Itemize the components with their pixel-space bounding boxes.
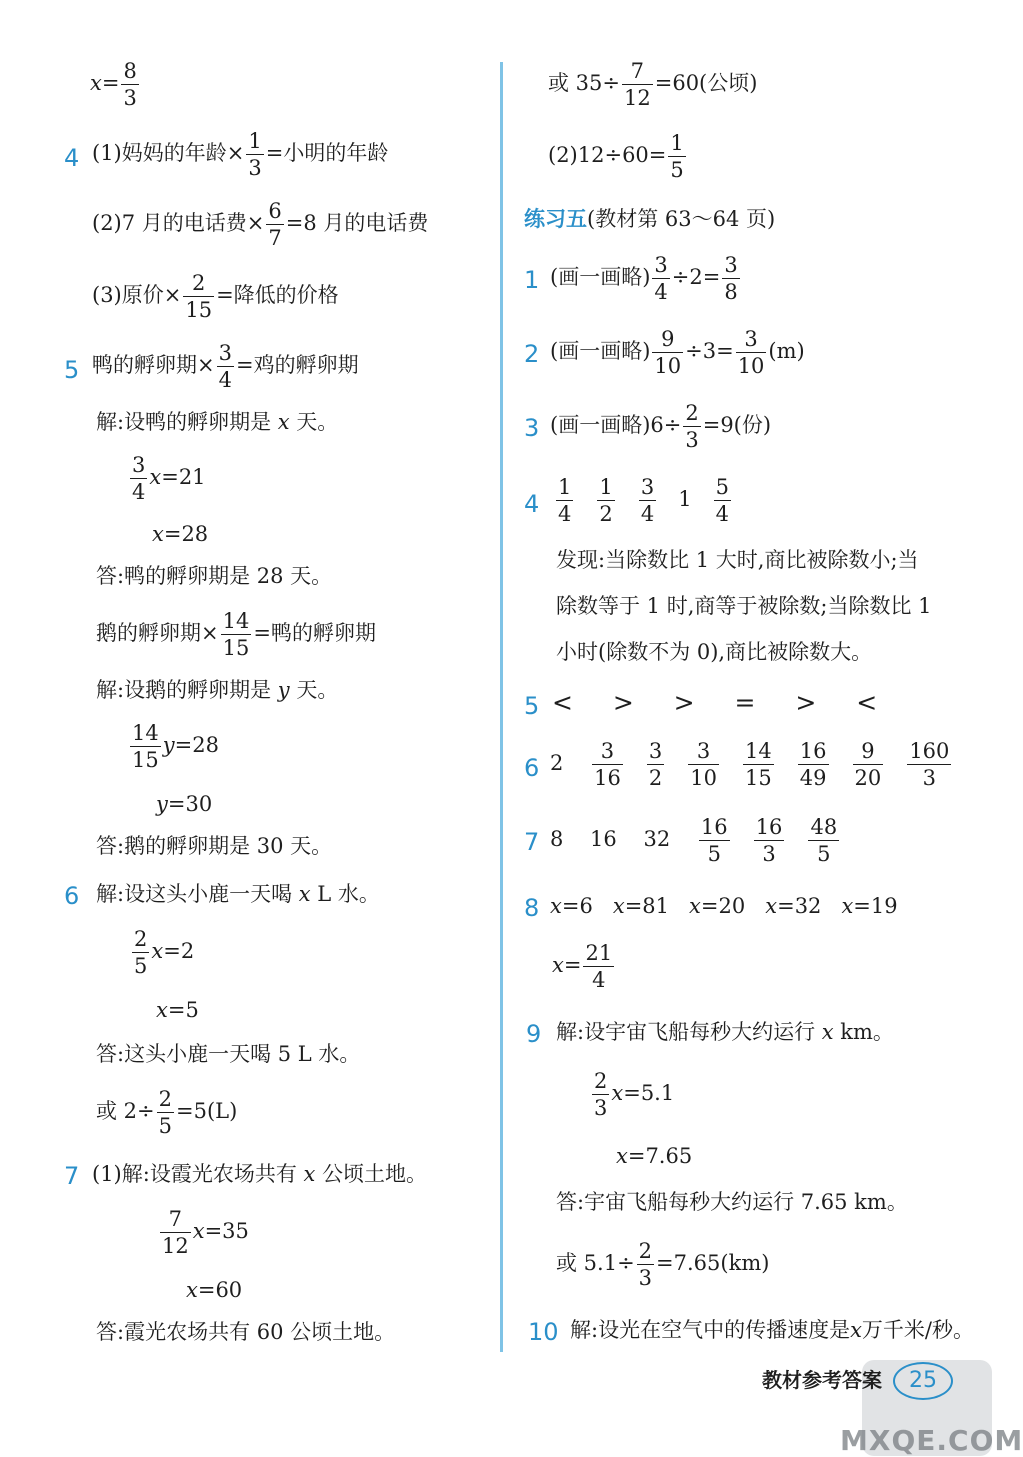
answer-line: 解:设宇宙飞船每秒大约运行 x km。 xyxy=(556,1020,894,1044)
question-number: 5 xyxy=(64,356,80,384)
equation-line: x= $\frac{8}{3}$ xyxy=(90,59,137,111)
fraction: $\frac{6}{7}$ xyxy=(268,199,282,251)
answer-line: 或 35÷ $\frac{7}{12}$ =60(公顷) xyxy=(548,59,758,111)
answer-line: 答:宇宙飞船每秒大约运行 7.65 km。 xyxy=(556,1190,908,1214)
equation-line: x=60 xyxy=(186,1278,243,1302)
question-number: 10 xyxy=(528,1318,559,1346)
answer-line: (2)12÷60= $\frac{1}{5}$ xyxy=(548,131,684,183)
column-divider xyxy=(500,62,503,1352)
answer-line: 或 2÷ $\frac{2}{5}$ =5(L) xyxy=(96,1087,238,1139)
answer-line: (画一画略) $\frac{3}{4}$ ÷2= $\frac{3}{8}$ xyxy=(550,253,738,305)
answer-line: x=6 x=81 x=20 x=32 x=19 xyxy=(550,894,898,918)
fraction: $\frac{1}{4}$ xyxy=(558,475,572,527)
answer-line: 答:鹅的孵卵期是 30 天。 xyxy=(96,834,333,858)
fraction: $\frac{1}{3}$ xyxy=(248,129,262,181)
fraction: $\frac{2}{15}$ xyxy=(185,271,213,323)
question-number: 5 xyxy=(524,692,540,720)
equation-line: x=7.65 xyxy=(616,1144,693,1168)
answer-line: 除数等于 1 时,商等于被除数;当除数比 1 xyxy=(556,594,932,618)
fraction: $\frac{48}{5}$ xyxy=(810,815,838,867)
answer-line: 鹅的孵卵期× $\frac{14}{15}$ =鸭的孵卵期 xyxy=(96,609,376,661)
answer-line: < > > = > < xyxy=(552,688,878,717)
answer-line: 解:设这头小鹿一天喝 x L 水。 xyxy=(96,882,380,906)
fraction: $\frac{16}{3}$ xyxy=(755,815,783,867)
answer-line: 解:设鸭的孵卵期是 x 天。 xyxy=(96,410,339,434)
answer-line: 发现:当除数比 1 大时,商比被除数小;当 xyxy=(556,548,919,572)
fraction: $\frac{3}{4}$ xyxy=(654,253,668,305)
equation-line: $\frac{2}{5}$ x=2 xyxy=(134,927,195,979)
fraction: $\frac{3}{16}$ xyxy=(594,739,621,791)
equation-line: $\frac{14}{15}$ y=28 xyxy=(132,721,219,773)
fraction: $\frac{14}{15}$ xyxy=(132,721,159,773)
answer-line: (画一画略)6÷ $\frac{2}{3}$ =9(份) xyxy=(550,401,772,453)
answer-line: 或 5.1÷ $\frac{2}{3}$ =7.65(km) xyxy=(556,1239,770,1291)
question-number: 1 xyxy=(524,266,540,294)
question-number: 4 xyxy=(64,144,80,172)
fraction: $\frac{5}{4}$ xyxy=(715,475,729,527)
answer-line: (1)妈妈的年龄× $\frac{1}{3}$ =小明的年龄 xyxy=(92,129,389,181)
answer-line: (3)原价× $\frac{2}{15}$ =降低的价格 xyxy=(92,271,339,323)
answer-line: (1)解:设霞光农场共有 x 公顷土地。 xyxy=(92,1162,428,1186)
fraction: $\frac{3}{4}$ xyxy=(132,453,146,505)
fraction: $\frac{3}{4}$ xyxy=(218,341,232,393)
equation-line: $\frac{3}{4}$ x=21 xyxy=(132,453,206,505)
fraction: $\frac{21}{4}$ xyxy=(585,941,613,993)
equation-line: x= $\frac{21}{4}$ xyxy=(552,941,613,993)
question-number: 6 xyxy=(524,754,540,782)
section-title: 练习五 xyxy=(524,206,587,231)
answer-line: 答:这头小鹿一天喝 5 L 水。 xyxy=(96,1042,361,1066)
question-number: 4 xyxy=(524,490,540,518)
footer-label: 教材参考答案 xyxy=(762,1368,882,1392)
fraction: $\frac{2}{3}$ xyxy=(594,1069,608,1121)
fraction: $\frac{2}{5}$ xyxy=(134,927,148,979)
answer-line: (画一画略) $\frac{9}{10}$ ÷3= $\frac{3}{10}$ (m) xyxy=(550,327,805,379)
answer-line: 2 $\frac{3}{16}$ $\frac{3}{2}$ $\frac{3}{10}$ $\frac{14}{15}$ $\frac{16}{49}$ $\frac{9}{20}$ $\frac{160}{3}$ xyxy=(550,739,950,791)
fraction: $\frac{3}{4}$ xyxy=(640,475,655,527)
answer-line: $\frac{1}{4}$ $\frac{1}{2}$ $\frac{3}{4}$ 1 $\frac{5}{4}$ xyxy=(558,475,729,527)
answer-line: 答:鸭的孵卵期是 28 天。 xyxy=(96,564,333,588)
answer-line: 鸭的孵卵期× $\frac{3}{4}$ =鸡的孵卵期 xyxy=(92,341,359,393)
question-number: 7 xyxy=(64,1162,80,1190)
fraction: $\frac{3}{2}$ xyxy=(648,739,663,791)
section-subtitle: (教材第 63～64 页) xyxy=(587,207,776,231)
fraction: $\frac{9}{20}$ xyxy=(854,739,882,791)
equation-line: $\frac{2}{3}$ x=5.1 xyxy=(594,1069,675,1121)
fraction: $\frac{14}{15}$ xyxy=(222,609,250,661)
fraction: $\frac{3}{8}$ xyxy=(724,253,738,305)
question-number: 8 xyxy=(524,894,540,922)
fraction: $\frac{2}{3}$ xyxy=(638,1239,653,1291)
fraction: $\frac{16}{49}$ xyxy=(799,739,827,791)
answer-line: 小时(除数不为 0),商比被除数大。 xyxy=(556,640,873,664)
question-number: 2 xyxy=(524,340,540,368)
fraction: $\frac{8}{3}$ xyxy=(123,59,137,111)
page-number: 25 xyxy=(893,1362,953,1400)
fraction: $\frac{3}{10}$ xyxy=(690,739,717,791)
equation-line: y=30 xyxy=(156,792,213,816)
fraction: $\frac{14}{15}$ xyxy=(745,739,772,791)
equation-line: $\frac{7}{12}$ x=35 xyxy=(162,1207,249,1259)
equation-line: x=28 xyxy=(152,522,209,546)
question-number: 3 xyxy=(524,414,540,442)
answer-line: 解:设光在空气中的传播速度是x万千米/秒。 xyxy=(570,1318,974,1342)
question-number: 7 xyxy=(524,828,540,856)
answer-line: 解:设鹅的孵卵期是 y 天。 xyxy=(96,678,339,702)
fraction: $\frac{1}{2}$ xyxy=(599,475,613,527)
fraction: $\frac{2}{3}$ xyxy=(685,401,699,453)
question-number: 9 xyxy=(526,1020,542,1048)
section-heading xyxy=(524,208,775,230)
answer-line: (2)7 月的电话费× $\frac{6}{7}$ =8 月的电话费 xyxy=(92,199,429,251)
fraction: $\frac{9}{10}$ xyxy=(654,327,682,379)
fraction: $\frac{16}{5}$ xyxy=(700,815,728,867)
fraction: $\frac{1}{5}$ xyxy=(670,131,684,183)
watermark-text: MXQE.COM xyxy=(840,1424,1023,1457)
fraction: $\frac{160}{3}$ xyxy=(909,739,950,791)
answer-line: 8 16 32 $\frac{16}{5}$ $\frac{16}{3}$ $\frac{48}{5}$ xyxy=(550,815,838,867)
answer-line: 答:霞光农场共有 60 公顷土地。 xyxy=(96,1320,396,1344)
question-number: 6 xyxy=(64,882,80,910)
fraction: $\frac{3}{10}$ xyxy=(737,327,765,379)
fraction: $\frac{2}{5}$ xyxy=(158,1087,173,1139)
fraction: $\frac{7}{12}$ xyxy=(624,59,651,111)
equation-line: x=5 xyxy=(156,998,199,1022)
fraction: $\frac{7}{12}$ xyxy=(162,1207,189,1259)
